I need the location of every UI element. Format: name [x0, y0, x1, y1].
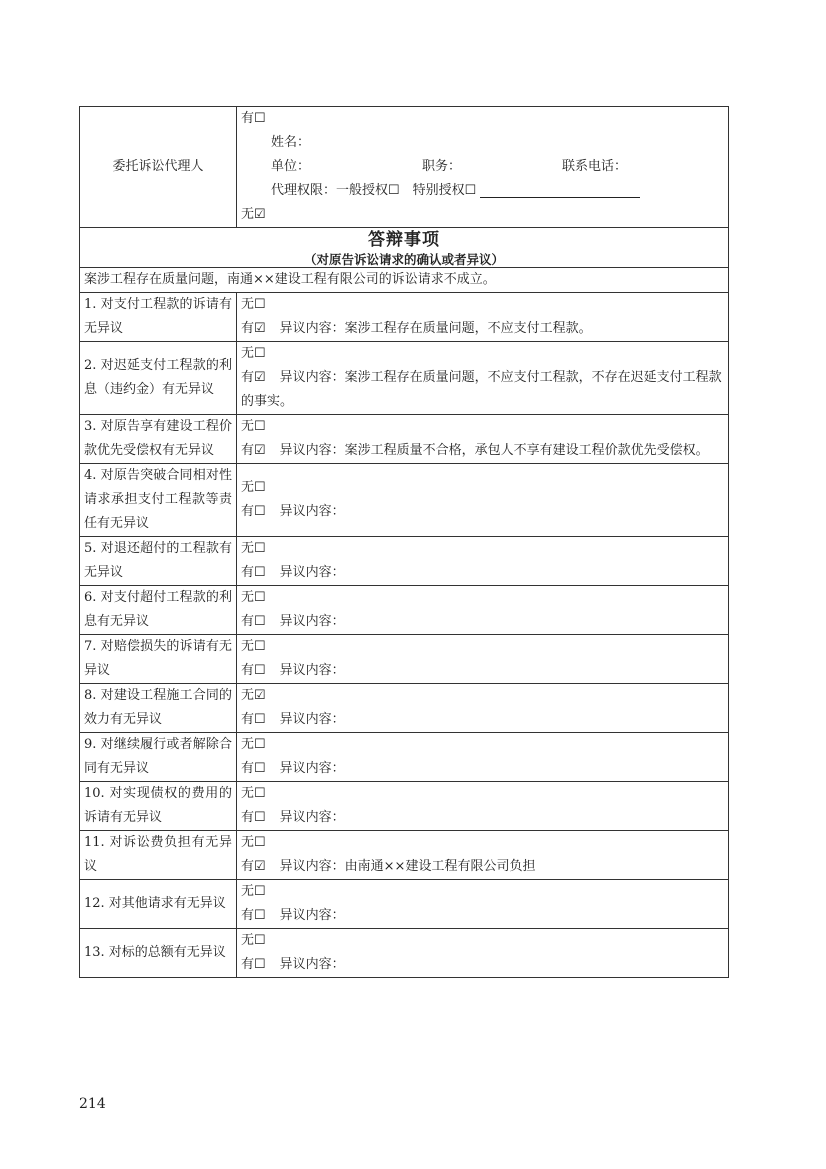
representative-row — [80, 107, 729, 228]
objection-row — [80, 782, 729, 831]
dispute-content: 异议内容： — [279, 761, 345, 776]
objection-row — [80, 415, 729, 464]
option-has-row — [241, 855, 724, 879]
option-has-row — [241, 904, 724, 928]
option-has-row — [241, 659, 724, 683]
objection-answer — [237, 635, 729, 684]
option-has: 有☑ — [241, 443, 266, 458]
objection-answer — [237, 415, 729, 464]
option-none: 无☐ — [241, 786, 266, 801]
option-has-row — [241, 439, 724, 463]
defense-form-table — [79, 106, 729, 978]
option-has: 有☑ — [241, 370, 266, 385]
authority-blank-line — [480, 183, 640, 198]
option-none: 无☐ — [241, 480, 266, 495]
dispute-content: 异议内容： — [279, 565, 345, 580]
section-subtitle: （对原告诉讼请求的确认或者异议） — [303, 252, 504, 267]
objection-row — [80, 342, 729, 415]
dispute-content: 异议内容：案涉工程存在质量问题，不应支付工程款。 — [279, 321, 592, 336]
objection-question: 5. 对退还超付的工程款有无异议 — [80, 537, 237, 586]
representative-label: 委托诉讼代理人 — [80, 107, 237, 228]
objection-answer — [237, 880, 729, 929]
objection-answer — [237, 342, 729, 415]
option-has: 有☑ — [241, 321, 266, 336]
option-none: 无☐ — [241, 297, 266, 312]
dispute-content: 异议内容： — [279, 810, 345, 825]
objection-answer — [237, 464, 729, 537]
option-has-row — [241, 953, 724, 977]
objection-row — [80, 733, 729, 782]
objection-answer — [237, 831, 729, 880]
objection-row — [80, 537, 729, 586]
option-none: 无☐ — [241, 737, 266, 752]
option-has: 有☐ — [241, 614, 266, 629]
objection-row — [80, 831, 729, 880]
dispute-content: 异议内容：案涉工程存在质量问题，不应支付工程款，不存在迟延支付工程款的事实。 — [241, 370, 722, 409]
option-has: 有☐ — [241, 663, 266, 678]
objection-question: 13. 对标的总额有无异议 — [80, 929, 237, 978]
option-none: 无☐ — [241, 884, 266, 899]
dispute-content: 异议内容： — [279, 957, 345, 972]
option-none: 无☐ — [241, 590, 266, 605]
statement-row — [80, 268, 729, 293]
objection-question: 11. 对诉讼费负担有无异议 — [80, 831, 237, 880]
dispute-content: 异议内容： — [279, 614, 345, 629]
representative-none: 无☑ — [241, 207, 266, 222]
objection-question: 8. 对建设工程施工合同的效力有无异议 — [80, 684, 237, 733]
objection-row — [80, 635, 729, 684]
option-has: 有☐ — [241, 908, 266, 923]
option-has: 有☐ — [241, 761, 266, 776]
objection-row — [80, 880, 729, 929]
objection-answer — [237, 733, 729, 782]
option-has-row — [241, 500, 724, 524]
option-has-row — [241, 317, 724, 341]
objection-row — [80, 293, 729, 342]
option-has: 有☐ — [241, 810, 266, 825]
objection-answer — [237, 782, 729, 831]
section-title: 答辩事项 — [368, 230, 440, 250]
option-has-row — [241, 366, 724, 414]
option-none: 无☐ — [241, 639, 266, 654]
dispute-content: 异议内容： — [279, 504, 345, 519]
objection-question: 1. 对支付工程款的诉请有无异议 — [80, 293, 237, 342]
option-none: 无☐ — [241, 835, 266, 850]
dispute-content: 异议内容： — [279, 663, 345, 678]
option-none: 无☐ — [241, 419, 266, 434]
option-has: 有☐ — [241, 565, 266, 580]
option-has-row — [241, 610, 724, 634]
objection-question: 10. 对实现债权的费用的诉请有无异议 — [80, 782, 237, 831]
objection-answer — [237, 586, 729, 635]
option-none: 无☐ — [241, 933, 266, 948]
option-has: 有☐ — [241, 957, 266, 972]
option-has: 有☐ — [241, 504, 266, 519]
representative-name: 姓名： — [271, 135, 311, 150]
option-none: 无☐ — [241, 346, 266, 361]
option-has-row — [241, 708, 724, 732]
page-number: 214 — [79, 1096, 106, 1112]
authority-label: 代理权限：一般授权☐ 特别授权☐ — [271, 183, 477, 198]
objection-items — [80, 293, 729, 978]
objection-row — [80, 464, 729, 537]
representative-has: 有☐ — [241, 111, 266, 126]
section-title-row — [80, 228, 729, 268]
option-has: 有☐ — [241, 712, 266, 727]
option-has-row — [241, 757, 724, 781]
representative-unit-row — [241, 155, 724, 179]
objection-question: 3. 对原告享有建设工程价款优先受偿权有无异议 — [80, 415, 237, 464]
option-none: 无☐ — [241, 541, 266, 556]
option-has: 有☑ — [241, 859, 266, 874]
defense-statement: 案涉工程存在质量问题，南通××建设工程有限公司的诉讼请求不成立。 — [80, 268, 729, 293]
dispute-content: 异议内容： — [279, 712, 345, 727]
objection-answer — [237, 537, 729, 586]
objection-row — [80, 684, 729, 733]
objection-question: 2. 对迟延支付工程款的利息（违约金）有无异议 — [80, 342, 237, 415]
objection-row — [80, 586, 729, 635]
objection-question: 12. 对其他请求有无异议 — [80, 880, 237, 929]
objection-question: 7. 对赔偿损失的诉请有无异议 — [80, 635, 237, 684]
objection-question: 6. 对支付超付工程款的利息有无异议 — [80, 586, 237, 635]
option-has-row — [241, 561, 724, 585]
objection-answer — [237, 293, 729, 342]
dispute-content: 异议内容： — [279, 908, 345, 923]
unit-label: 单位： — [271, 159, 311, 174]
dispute-content: 异议内容：案涉工程质量不合格，承包人不享有建设工程价款优先受偿权。 — [279, 443, 709, 458]
option-has-row — [241, 806, 724, 830]
objection-answer — [237, 929, 729, 978]
option-none: 无☑ — [241, 688, 266, 703]
phone-label: 联系电话： — [562, 159, 628, 174]
objection-row — [80, 929, 729, 978]
objection-question: 4. 对原告突破合同相对性请求承担支付工程款等责任有无异议 — [80, 464, 237, 537]
objection-question: 9. 对继续履行或者解除合同有无异议 — [80, 733, 237, 782]
dispute-content: 异议内容：由南通××建设工程有限公司负担 — [279, 859, 536, 874]
position-label: 职务： — [422, 159, 462, 174]
representative-details — [237, 107, 729, 228]
representative-authority-row — [241, 179, 724, 203]
objection-answer — [237, 684, 729, 733]
